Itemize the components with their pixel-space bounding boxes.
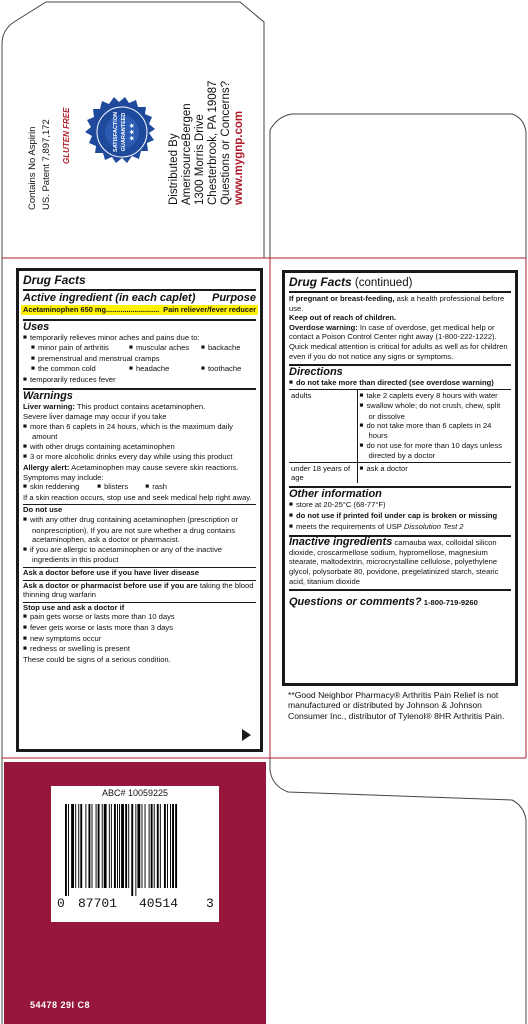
direction-item: ■ do not use for more than 10 days unless directed by a doctor [360, 441, 510, 461]
questions-title: Questions or comments? [289, 596, 422, 609]
barcode-bar [142, 804, 143, 888]
satisfaction-seal-icon [84, 94, 160, 170]
barcode-bar [160, 804, 161, 888]
directions-title: Directions [289, 366, 343, 379]
barcode-bar [154, 804, 155, 888]
barcode-bar [98, 804, 100, 888]
barcode-bar [68, 804, 69, 896]
barcode-area [51, 786, 219, 922]
barcode-bar [88, 804, 90, 888]
barcode-bar [75, 804, 76, 888]
stop-use-item: ■ new symptoms occur [23, 634, 256, 645]
liver-warning-line2: Severe liver damage may occur if you take [23, 412, 167, 422]
overdose-text: In case of overdose, get medical help or contact a Poison Control Center right away (1-800-222-1222). Quick medical attention is critical for adults as well as for children even if you do not notice any signs or symptoms. [289, 322, 508, 361]
seal-line1: SATISFACTION [113, 112, 119, 152]
svg-text:★★★: ★★★ [129, 122, 136, 142]
uses-title: Uses [23, 320, 50, 333]
direction-item: ■ ask a doctor [360, 464, 510, 474]
barcode-bar [109, 804, 110, 888]
barcode-bar [114, 804, 116, 888]
stop-use-item: ■ pain gets worse or lasts more than 10 days [23, 612, 256, 623]
barcode-digit-right: 3 [206, 896, 214, 911]
direction-item: ■ do not take more than 6 caplets in 24 hours [360, 421, 510, 441]
patent-text: US. Patent 7,897,172 [41, 119, 52, 210]
use-item: ■ premenstrual and menstrual cramps [31, 354, 160, 365]
dist-line-1: Distributed By [168, 133, 180, 205]
active-ingredient-value: Acetaminophen 650 mg.......................... [23, 305, 160, 314]
overdose-label: Overdose warning: [289, 322, 358, 332]
stop-use-title: Stop use and ask a doctor if [23, 602, 125, 612]
gluten-free-label: GLUTEN FREE [62, 107, 71, 164]
use-item: ■ the common cold [31, 364, 129, 375]
inactive-text: carnauba wax, colloidal silicon dioxide, croscarmellose sodium, hypromellose, magnesium stearate, maltodextrin, microcrystalline cellulose, polyethylene glycol, polysorbate 80, povidone, pregelatinized starch, stearic acid, titanium dioxide [289, 538, 499, 586]
other-info-title: Other information [289, 488, 382, 501]
barcode-bar [96, 804, 97, 888]
no-aspirin-text: Contains No Aspirin [27, 126, 38, 210]
dist-line-5: Questions or Concerns? [220, 80, 232, 205]
continue-arrow-icon [242, 729, 251, 741]
liver-warning-label: Liver warning: [23, 402, 75, 412]
other-info-item: ■ meets the requirements of USP [289, 522, 404, 531]
barcode-bar [164, 804, 166, 888]
website-url: www.mygnp.com [233, 110, 245, 205]
barcode-digits-2: 40514 [139, 896, 179, 911]
use-item: ■ temporarily reduces fever [23, 375, 256, 386]
barcode-bar [102, 804, 103, 888]
barcode-bar [71, 804, 74, 888]
pregnant-text: ask a health professional before use. [289, 294, 505, 313]
ask-pharmacist-label: Ask a doctor or pharmacist before use if you are [23, 580, 198, 590]
barcode-bar [135, 804, 136, 896]
stop-use-end: These could be signs of a serious condition. [23, 654, 171, 664]
pregnant-label: If pregnant or breast-feeding, [289, 294, 395, 303]
barcode-bar [149, 804, 150, 888]
barcode-digits-1: 87701 [78, 896, 118, 911]
purpose-value: Pain reliever/fever reducer [163, 305, 256, 314]
barcode-bar [157, 804, 159, 888]
allergy-item: ■ skin reddening [23, 482, 95, 493]
drug-facts-panel [16, 268, 263, 752]
drug-facts-title: Drug Facts [23, 273, 86, 287]
warnings-title: Warnings [23, 390, 73, 403]
other-info-item: ■ do not use if printed foil under cap is broken or missing [289, 511, 511, 522]
allergy-item: ■ rash [145, 482, 167, 491]
barcode-digit-left: 0 [57, 896, 65, 911]
barcode-bar [137, 804, 140, 888]
barcode-bar [151, 804, 153, 888]
dist-line-3: 1300 Morris Drive [194, 114, 206, 205]
drug-facts-continued-panel [282, 270, 518, 686]
questions-phone: 1-800-719-9260 [421, 598, 478, 608]
allergy-end: If a skin reaction occurs, stop use and seek medical help right away. [23, 492, 252, 502]
active-ingredient-header: Active ingredient (in each caplet) [23, 292, 196, 304]
distributor-block [168, 81, 246, 205]
barcode-icon [65, 804, 205, 896]
barcode-bar [175, 804, 177, 888]
barcode-bar [117, 804, 118, 888]
barcode-bar [121, 804, 124, 888]
barcode-bar [104, 804, 107, 888]
other-info-item: ■ store at 20-25°C (68-77°F) [289, 500, 511, 511]
table-row [289, 462, 511, 483]
use-item: ■ muscular aches [129, 343, 201, 354]
barcode-bar [111, 804, 112, 888]
lot-code: 54478 29l C8 [30, 1000, 91, 1010]
ask-pharmacist-text: taking the blood thinning drug warfarin [23, 580, 254, 600]
dist-line-4: Chesterbrook, PA 19087 [207, 80, 219, 205]
top-flap-claims [26, 119, 54, 210]
direction-item: ■ take 2 caplets every 8 hours with water [360, 391, 510, 401]
seal-line2: GUARANTEED [121, 112, 127, 152]
barcode-bar [172, 804, 174, 888]
purpose-header: Purpose [211, 292, 256, 304]
continued-label: (continued) [351, 277, 413, 289]
barcode-bar [125, 804, 127, 888]
barcode-bar [78, 804, 79, 888]
do-not-use-title: Do not use [23, 505, 63, 515]
barcode-bar [119, 804, 120, 888]
do-not-use-item: ■ with any other drug containing acetaminophen (prescription or nonprescription). If you are not sure whether a drug contains acetaminophen, ask a doctor or pharmacist. [23, 515, 256, 545]
allergy-alert-label: Allergy alert: [23, 463, 70, 473]
liver-item: ■ 3 or more alcoholic drinks every day while using this product [23, 452, 256, 463]
ask-doctor-text: Ask a doctor before use if you have liver disease [23, 567, 199, 577]
barcode-bar [167, 804, 168, 888]
dissolution-test-text: Dissolution Test 2 [403, 521, 464, 531]
liver-warning-text: This product contains acetaminophen. [74, 402, 206, 412]
directions-lead: ■ do not take more than directed (see overdose warning) [289, 378, 511, 389]
barcode-bar [170, 804, 171, 888]
uses-intro: ■ temporarily relieves minor aches and pains due to: [23, 333, 256, 344]
barcode-bar [145, 804, 146, 888]
dist-line-2: AmerisourceBergen [181, 103, 193, 205]
barcode-bar [131, 804, 133, 896]
barcode-bar [85, 804, 86, 888]
keep-out-text: Keep out of reach of children. [289, 313, 397, 323]
barcode-bar [65, 804, 67, 896]
direction-item: ■ swallow whole; do not crush, chew, split or dissolve [360, 401, 510, 421]
inactive-title: Inactive ingredients [289, 536, 393, 549]
age-cell: under 18 years of age [289, 462, 357, 483]
barcode-bar [80, 804, 82, 888]
drug-facts-title: Drug Facts [289, 275, 352, 289]
active-ingredient-row [21, 305, 258, 315]
allergy-alert-text: Acetaminophen may cause severe skin reactions. Symptoms may include: [23, 463, 239, 482]
stop-use-item: ■ fever gets worse or lasts more than 3 days [23, 623, 256, 634]
trademark-footnote: **Good Neighbor Pharmacy® Arthritis Pain Relief is not manufactured or distributed by Johnson & Johnson Consumer Inc., distributor of Tylenol® 8HR Arthritis Pain. [288, 690, 505, 721]
use-item: ■ headache [129, 364, 201, 375]
do-not-use-item: ■ if you are allergic to acetaminophen or any of the inactive ingredients in this product [23, 545, 256, 565]
stop-use-item: ■ redness or swelling is present [23, 644, 256, 655]
liver-item: ■ more than 6 caplets in 24 hours, which is the maximum daily amount [23, 422, 256, 442]
liver-item: ■ with other drugs containing acetaminophen [23, 442, 256, 453]
use-item: ■ minor pain of arthritis [31, 343, 129, 354]
directions-table [289, 389, 511, 484]
use-item: ■ backache [201, 343, 240, 354]
barcode-bar [92, 804, 93, 888]
abc-number: ABC# 10059225 [101, 788, 169, 798]
allergy-item: ■ blisters [97, 482, 143, 493]
barcode-bar [128, 804, 129, 888]
age-cell: adults [289, 389, 357, 462]
use-item: ■ toothache [201, 364, 241, 375]
table-row [289, 389, 511, 462]
